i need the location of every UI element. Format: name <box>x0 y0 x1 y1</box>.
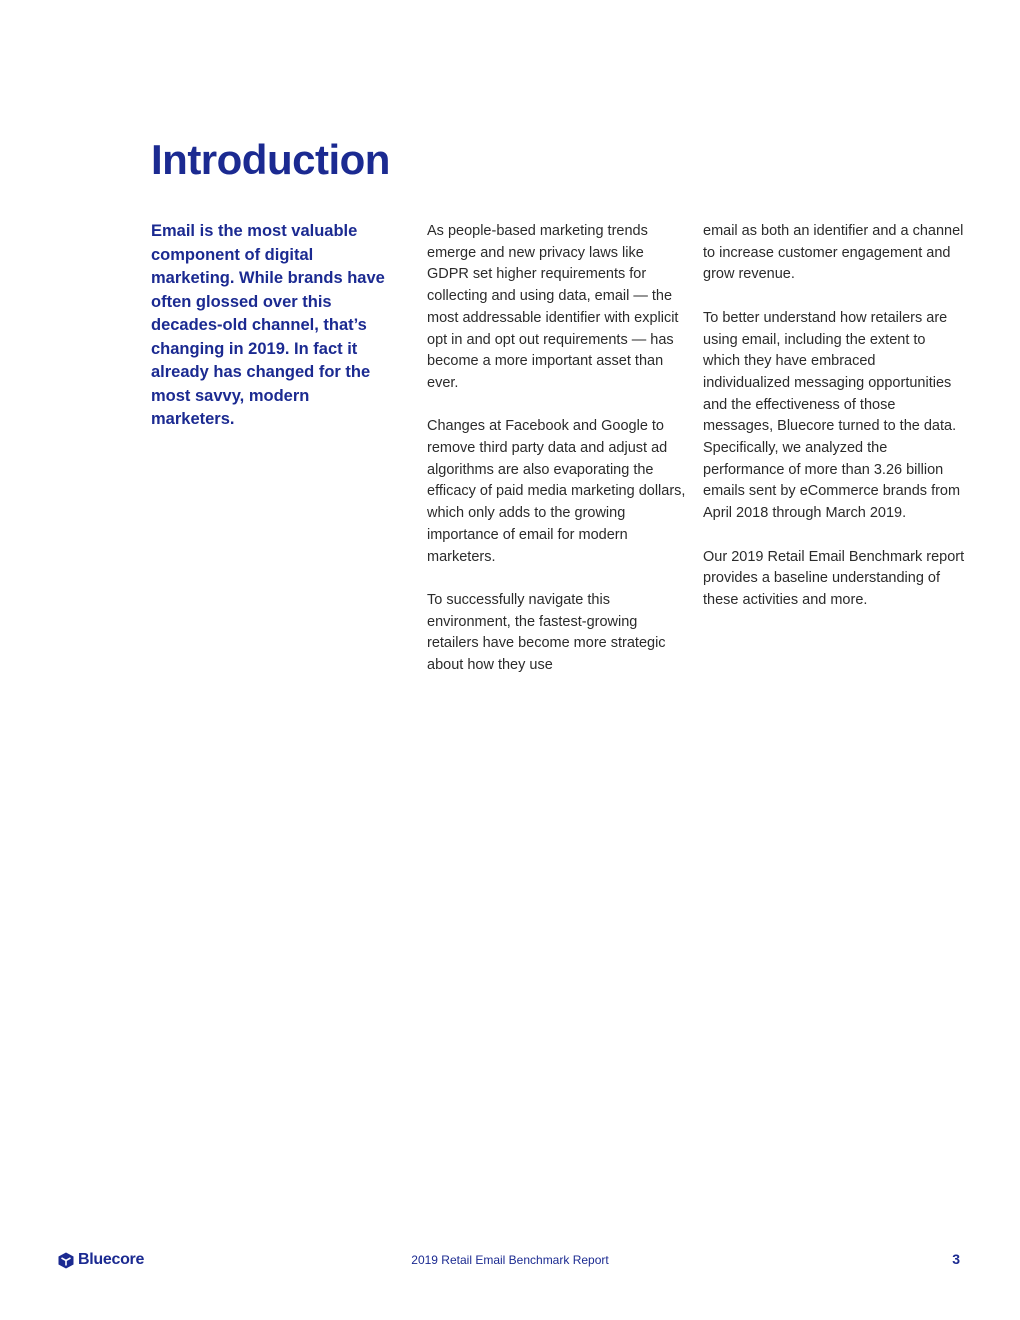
footer-report-title: 2019 Retail Email Benchmark Report <box>411 1253 609 1267</box>
body-column-middle <box>427 221 689 698</box>
body-column-right <box>703 221 965 633</box>
lead-paragraph: Email is the most valuable component of digital marketing. While brands have often glossed over this decades-old channel, that’s changing in 2019. In fact it already has changed for the most savvy, modern marketers. <box>151 222 385 428</box>
body-paragraph: As people-based marketing trends emerge and new privacy laws like GDPR set higher requirements for collecting and using data, email — the most addressable identifier with explicit opt in and opt out requirements — has become a more important asset than ever. <box>427 223 679 391</box>
body-paragraph: To successfully navigate this environment, the fastest-growing retailers have become more strategic about how they use <box>427 591 666 674</box>
logo-text: Bluecore <box>78 1251 145 1268</box>
body-paragraph: To better understand how retailers are using email, including the extent to which they have embraced individualized messaging opportunities and the effectiveness of those messages, Bluecore turned to the data. Specifically, we analyzed the performance of more than 3.26 billion emails sent by eCommerce brands from April 2018 through March 2019. <box>703 309 961 522</box>
page-title: Introduction <box>151 136 390 183</box>
page-number: 3 <box>952 1251 960 1267</box>
body-paragraph: email as both an identifier and a channel to increase customer engagement and grow revenue. <box>703 223 964 283</box>
body-paragraph: Our 2019 Retail Email Benchmark report provides a baseline understanding of these activities and more. <box>703 548 965 608</box>
body-paragraph: Changes at Facebook and Google to remove third party data and adjust ad algorithms are also evaporating the efficacy of paid media marketing dollars, which only adds to the growing importance of email for modern marketers. <box>427 418 686 565</box>
